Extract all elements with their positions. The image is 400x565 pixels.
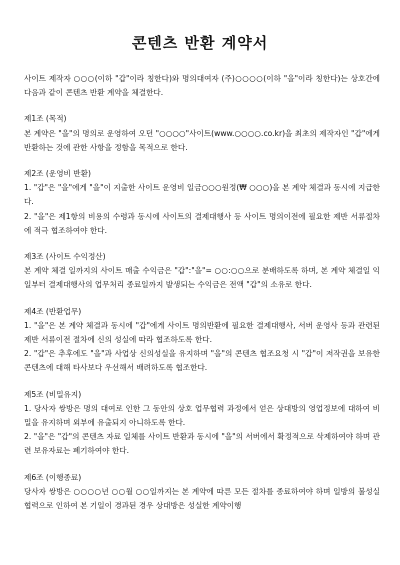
section-heading: 제5조 (비밀유지) bbox=[24, 389, 82, 399]
section-paragraph: 2. "을"은 "갑"의 콘텐츠 자료 일체를 사이트 반환과 동시에 "을"의 서버에서 확정적으로 삭제하여야 하며 관련 보유자료는 폐기하여야 한다. bbox=[24, 432, 380, 456]
section-3 bbox=[24, 250, 380, 293]
section-4 bbox=[24, 305, 380, 376]
section-6 bbox=[24, 471, 380, 514]
section-heading: 제6조 (이행종료) bbox=[24, 472, 82, 482]
section-2 bbox=[24, 167, 380, 238]
section-paragraph: 본 계약은 "을"의 명의로 운영하여 오던 "○○○○"사이트(www.○○○○.co.kr)을 최초의 제작자인 "갑"에게 반환하는 것에 관한 사항을 정함을 목적으로 한다. bbox=[24, 128, 380, 152]
section-paragraph: 본 계약 체결 일까지의 사이트 매출 수익금은 "갑":"을"= ○○:○○으로 분배하도록 하며, 본 계약 체결일 익일부터 결제대행사의 업무처리 종료일까지 발생되는 수익금은 전액 "갑"의 소유로 한다. bbox=[24, 266, 380, 290]
document-title: 콘텐츠 반환 계약서 bbox=[131, 34, 269, 52]
document-body bbox=[24, 72, 380, 513]
section-paragraph: 2. "을"은 제1항의 비용의 수령과 동시에 사이트의 결제대행사 등 사이트 명의이전에 필요한 제반 서류절차에 적극 협조하여야 한다. bbox=[24, 211, 380, 235]
section-heading: 제1조 (목적) bbox=[24, 114, 67, 124]
section-1 bbox=[24, 112, 380, 155]
section-paragraph: 1. "갑"은 "을"에게 "을"이 지출한 사이트 운영비 일금○○○원정(₩ ○○○)을 본 계약 체결과 동시에 지급한다. bbox=[24, 183, 380, 207]
section-paragraph: 1. "을"은 본 계약 체결과 동시에 "갑"에게 사이트 명의반환에 필요한 결제대행사, 서버 운영사 등과 관련된 제반 서류이전 절차에 신의 성실에 따라 협조하도록 한다. bbox=[24, 320, 380, 345]
section-heading: 제2조 (운영비 반환) bbox=[24, 169, 91, 179]
section-heading: 제4조 (반환업무) bbox=[24, 306, 82, 316]
intro-paragraph: 사이트 제작자 ○○○(이하 "갑"이라 칭한다)와 명의대여자 (주)○○○○(이하 "을"이라 칭한다)는 상호간에 다음과 같이 콘텐츠 반환 계약을 체결한다. bbox=[24, 74, 380, 98]
section-5 bbox=[24, 388, 380, 459]
section-paragraph: 당사자 쌍방은 ○○○○년 ○○월 ○○일까지는 본 계약에 따른 모든 절차를 종료하여야 하며 일방의 불성실 협력으로 인하여 본 기일이 경과된 경우 상대방은 성실한 계약이행 bbox=[24, 486, 380, 511]
section-heading: 제3조 (사이트 수익정산) bbox=[24, 252, 106, 262]
section-paragraph: 2. "갑"은 추후에도 "을"과 사업상 신의성실을 유지하며 "을"의 콘텐츠 협조요청 시 "갑"이 저작권을 보유한 콘텐츠에 대해 타사보다 우선해서 배려하도록 협조한다. bbox=[24, 349, 380, 373]
section-paragraph: 1. 당사자 쌍방은 명의 대여로 인한 그 동안의 상호 업무협력 과정에서 얻은 상대방의 영업정보에 대하여 비밀을 유지하며 외부에 유출되지 아니하도록 한다. bbox=[24, 403, 380, 428]
